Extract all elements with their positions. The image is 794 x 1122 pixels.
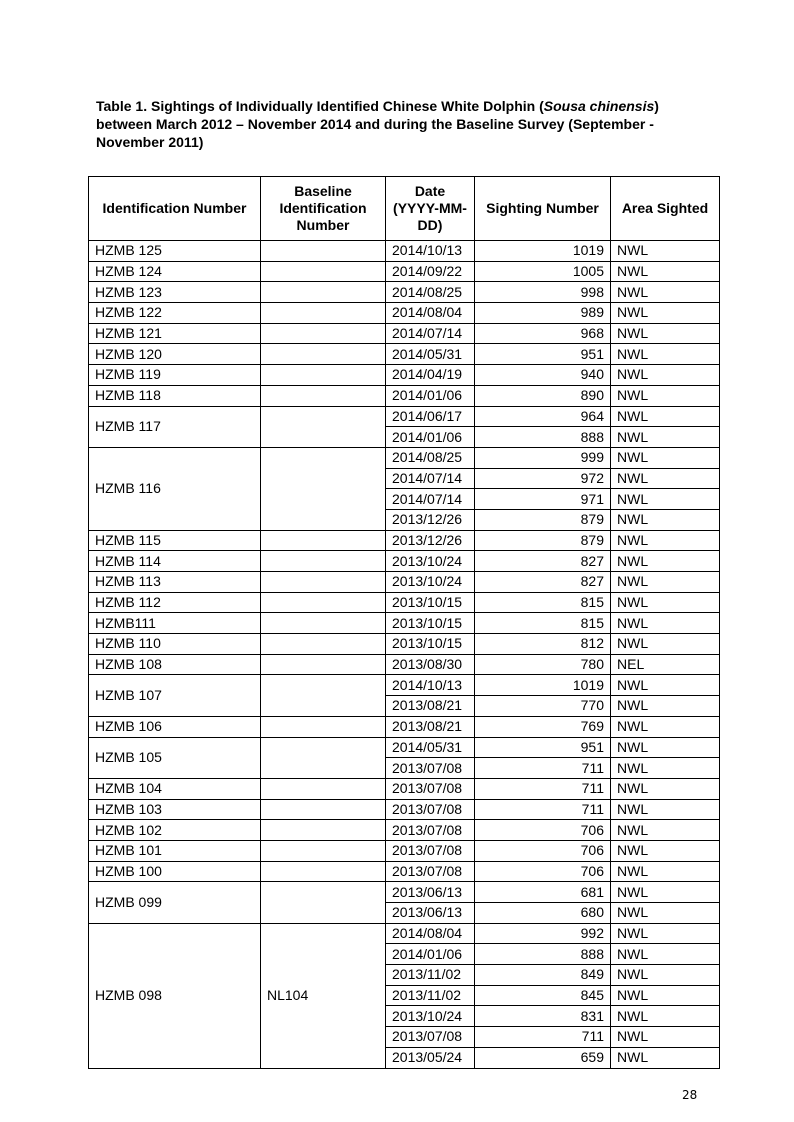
baseline-identification-cell: [261, 385, 386, 406]
area-sighted-cell: NWL: [611, 944, 720, 965]
sighting-number-cell: 780: [475, 654, 611, 675]
area-sighted-cell: NWL: [611, 778, 720, 799]
date-cell: 2013/11/02: [386, 985, 475, 1006]
date-cell: 2013/08/30: [386, 654, 475, 675]
sighting-number-cell: 815: [475, 592, 611, 613]
identification-number-cell: HZMB 124: [89, 261, 261, 282]
area-sighted-cell: NWL: [611, 696, 720, 717]
baseline-identification-cell: [261, 303, 386, 324]
caption-prefix: Table 1. Sightings of Individually Identified Chinese White Dolphin (: [96, 98, 544, 114]
sighting-number-cell: 815: [475, 613, 611, 634]
table-row: [89, 778, 720, 799]
date-cell: 2014/10/13: [386, 241, 475, 262]
date-cell: 2014/01/06: [386, 427, 475, 448]
date-cell: 2013/10/15: [386, 592, 475, 613]
baseline-identification-cell: [261, 572, 386, 593]
page-number: 28: [682, 1088, 698, 1102]
area-sighted-cell: NWL: [611, 509, 720, 530]
table-row: [89, 737, 720, 758]
sighting-number-cell: 888: [475, 427, 611, 448]
sighting-number-cell: 681: [475, 882, 611, 903]
identification-number-cell: HZMB 108: [89, 654, 261, 675]
date-cell: 2013/10/24: [386, 572, 475, 593]
table-row: [89, 261, 720, 282]
baseline-identification-cell: [261, 737, 386, 778]
baseline-identification-cell: [261, 530, 386, 551]
identification-number-cell: HZMB 116: [89, 447, 261, 530]
identification-number-cell: HZMB 105: [89, 737, 261, 778]
area-sighted-cell: NWL: [611, 985, 720, 1006]
sighting-number-cell: 827: [475, 572, 611, 593]
date-cell: 2013/12/26: [386, 509, 475, 530]
baseline-identification-cell: [261, 323, 386, 344]
area-sighted-cell: NWL: [611, 965, 720, 986]
identification-number-cell: HZMB 125: [89, 241, 261, 262]
area-sighted-cell: NWL: [611, 282, 720, 303]
date-cell: 2014/01/06: [386, 944, 475, 965]
sighting-number-cell: 827: [475, 551, 611, 572]
sighting-number-cell: 964: [475, 406, 611, 427]
table-row: [89, 592, 720, 613]
sighting-number-cell: 992: [475, 923, 611, 944]
header-sighting-number: Sighting Number: [475, 177, 611, 241]
sighting-number-cell: 940: [475, 365, 611, 386]
sighting-number-cell: 951: [475, 344, 611, 365]
sighting-number-cell: 1019: [475, 241, 611, 262]
area-sighted-cell: NWL: [611, 572, 720, 593]
sighting-number-cell: 1019: [475, 675, 611, 696]
date-cell: 2013/08/21: [386, 716, 475, 737]
sightings-table: [88, 176, 720, 1069]
identification-number-cell: HZMB 104: [89, 778, 261, 799]
baseline-identification-cell: [261, 344, 386, 365]
identification-number-cell: HZMB 099: [89, 882, 261, 923]
area-sighted-cell: NWL: [611, 1047, 720, 1068]
date-cell: 2014/08/25: [386, 447, 475, 468]
identification-number-cell: HZMB 102: [89, 820, 261, 841]
table-row: [89, 675, 720, 696]
area-sighted-cell: NWL: [611, 861, 720, 882]
table-row: [89, 820, 720, 841]
header-date: Date (YYYY-MM-DD): [386, 177, 475, 241]
sighting-number-cell: 849: [475, 965, 611, 986]
area-sighted-cell: NWL: [611, 344, 720, 365]
table-row: [89, 344, 720, 365]
header-baseline-identification-number: Baseline Identification Number: [261, 177, 386, 241]
date-cell: 2014/06/17: [386, 406, 475, 427]
baseline-identification-cell: [261, 840, 386, 861]
date-cell: 2013/11/02: [386, 965, 475, 986]
area-sighted-cell: NWL: [611, 303, 720, 324]
area-sighted-cell: NWL: [611, 716, 720, 737]
identification-number-cell: HZMB 106: [89, 716, 261, 737]
sighting-number-cell: 890: [475, 385, 611, 406]
table-row: [89, 551, 720, 572]
date-cell: 2013/12/26: [386, 530, 475, 551]
sighting-number-cell: 879: [475, 530, 611, 551]
table-row: [89, 303, 720, 324]
sighting-number-cell: 879: [475, 509, 611, 530]
baseline-identification-cell: [261, 820, 386, 841]
area-sighted-cell: NWL: [611, 840, 720, 861]
identification-number-cell: HZMB 114: [89, 551, 261, 572]
baseline-identification-cell: [261, 861, 386, 882]
date-cell: 2014/09/22: [386, 261, 475, 282]
sighting-number-cell: 711: [475, 758, 611, 779]
identification-number-cell: HZMB 098: [89, 923, 261, 1068]
baseline-identification-cell: [261, 675, 386, 716]
table-row: [89, 799, 720, 820]
sighting-number-cell: 706: [475, 820, 611, 841]
identification-number-cell: HZMB 107: [89, 675, 261, 716]
area-sighted-cell: NWL: [611, 261, 720, 282]
date-cell: 2013/10/15: [386, 613, 475, 634]
baseline-identification-cell: [261, 406, 386, 447]
area-sighted-cell: NWL: [611, 1006, 720, 1027]
caption-suffix: ) between March 2012 – November 2014 and during the Baseline Survey (September - November 2011): [96, 98, 659, 150]
table-row: [89, 241, 720, 262]
area-sighted-cell: NWL: [611, 634, 720, 655]
sighting-number-cell: 711: [475, 778, 611, 799]
area-sighted-cell: NWL: [611, 551, 720, 572]
area-sighted-cell: NWL: [611, 923, 720, 944]
identification-number-cell: HZMB 123: [89, 282, 261, 303]
baseline-identification-cell: NL104: [261, 923, 386, 1068]
date-cell: 2013/10/15: [386, 634, 475, 655]
area-sighted-cell: NWL: [611, 468, 720, 489]
area-sighted-cell: NWL: [611, 427, 720, 448]
area-sighted-cell: NWL: [611, 820, 720, 841]
table-row: [89, 530, 720, 551]
identification-number-cell: HZMB111: [89, 613, 261, 634]
sighting-number-cell: 706: [475, 861, 611, 882]
date-cell: 2014/01/06: [386, 385, 475, 406]
baseline-identification-cell: [261, 799, 386, 820]
sighting-number-cell: 770: [475, 696, 611, 717]
date-cell: 2013/08/21: [386, 696, 475, 717]
date-cell: 2014/10/13: [386, 675, 475, 696]
table-row: [89, 654, 720, 675]
table-row: [89, 447, 720, 468]
date-cell: 2014/07/14: [386, 323, 475, 344]
identification-number-cell: HZMB 115: [89, 530, 261, 551]
table-body: [89, 241, 720, 1069]
table-row: [89, 861, 720, 882]
table-row: [89, 634, 720, 655]
area-sighted-cell: NWL: [611, 530, 720, 551]
sighting-number-cell: 711: [475, 799, 611, 820]
sighting-number-cell: 972: [475, 468, 611, 489]
sighting-number-cell: 971: [475, 489, 611, 510]
sighting-number-cell: 680: [475, 903, 611, 924]
sighting-number-cell: 989: [475, 303, 611, 324]
identification-number-cell: HZMB 121: [89, 323, 261, 344]
table-header-row: [89, 177, 720, 241]
baseline-identification-cell: [261, 282, 386, 303]
date-cell: 2013/07/08: [386, 840, 475, 861]
date-cell: 2013/06/13: [386, 882, 475, 903]
baseline-identification-cell: [261, 261, 386, 282]
date-cell: 2014/07/14: [386, 468, 475, 489]
identification-number-cell: HZMB 112: [89, 592, 261, 613]
table-row: [89, 882, 720, 903]
area-sighted-cell: NWL: [611, 592, 720, 613]
baseline-identification-cell: [261, 447, 386, 530]
area-sighted-cell: NWL: [611, 737, 720, 758]
sighting-number-cell: 659: [475, 1047, 611, 1068]
header-area-sighted: Area Sighted: [611, 177, 720, 241]
identification-number-cell: HZMB 113: [89, 572, 261, 593]
area-sighted-cell: NWL: [611, 903, 720, 924]
area-sighted-cell: NWL: [611, 406, 720, 427]
table-row: [89, 716, 720, 737]
sighting-number-cell: 968: [475, 323, 611, 344]
identification-number-cell: HZMB 118: [89, 385, 261, 406]
baseline-identification-cell: [261, 882, 386, 923]
date-cell: 2014/08/04: [386, 923, 475, 944]
sighting-number-cell: 1005: [475, 261, 611, 282]
area-sighted-cell: NWL: [611, 365, 720, 386]
sighting-number-cell: 998: [475, 282, 611, 303]
caption-latin-name: Sousa chinensis: [543, 98, 655, 114]
table-row: [89, 840, 720, 861]
table-row: [89, 613, 720, 634]
sighting-number-cell: 888: [475, 944, 611, 965]
area-sighted-cell: NWL: [611, 1027, 720, 1048]
date-cell: 2013/07/08: [386, 778, 475, 799]
table-caption: [96, 97, 696, 151]
date-cell: 2014/08/04: [386, 303, 475, 324]
sighting-number-cell: 711: [475, 1027, 611, 1048]
area-sighted-cell: NWL: [611, 489, 720, 510]
baseline-identification-cell: [261, 716, 386, 737]
date-cell: 2013/07/08: [386, 1027, 475, 1048]
date-cell: 2014/08/25: [386, 282, 475, 303]
identification-number-cell: HZMB 101: [89, 840, 261, 861]
date-cell: 2013/06/13: [386, 903, 475, 924]
table-row: [89, 323, 720, 344]
sighting-number-cell: 769: [475, 716, 611, 737]
sighting-number-cell: 951: [475, 737, 611, 758]
date-cell: 2014/05/31: [386, 737, 475, 758]
baseline-identification-cell: [261, 365, 386, 386]
header-identification-number: Identification Number: [89, 177, 261, 241]
identification-number-cell: HZMB 103: [89, 799, 261, 820]
date-cell: 2013/10/24: [386, 551, 475, 572]
identification-number-cell: HZMB 100: [89, 861, 261, 882]
area-sighted-cell: NWL: [611, 799, 720, 820]
sighting-number-cell: 845: [475, 985, 611, 1006]
date-cell: 2014/07/14: [386, 489, 475, 510]
identification-number-cell: HZMB 117: [89, 406, 261, 447]
area-sighted-cell: NWL: [611, 882, 720, 903]
area-sighted-cell: NWL: [611, 385, 720, 406]
table-row: [89, 365, 720, 386]
table-row: [89, 385, 720, 406]
area-sighted-cell: NWL: [611, 323, 720, 344]
sighting-number-cell: 812: [475, 634, 611, 655]
baseline-identification-cell: [261, 241, 386, 262]
date-cell: 2013/07/08: [386, 799, 475, 820]
area-sighted-cell: NWL: [611, 758, 720, 779]
date-cell: 2014/05/31: [386, 344, 475, 365]
date-cell: 2014/04/19: [386, 365, 475, 386]
area-sighted-cell: NEL: [611, 654, 720, 675]
area-sighted-cell: NWL: [611, 447, 720, 468]
area-sighted-cell: NWL: [611, 613, 720, 634]
baseline-identification-cell: [261, 613, 386, 634]
identification-number-cell: HZMB 119: [89, 365, 261, 386]
sighting-number-cell: 706: [475, 840, 611, 861]
baseline-identification-cell: [261, 634, 386, 655]
date-cell: 2013/05/24: [386, 1047, 475, 1068]
baseline-identification-cell: [261, 778, 386, 799]
table-row: [89, 572, 720, 593]
baseline-identification-cell: [261, 592, 386, 613]
identification-number-cell: HZMB 120: [89, 344, 261, 365]
identification-number-cell: HZMB 110: [89, 634, 261, 655]
table-row: [89, 282, 720, 303]
date-cell: 2013/07/08: [386, 820, 475, 841]
area-sighted-cell: NWL: [611, 675, 720, 696]
identification-number-cell: HZMB 122: [89, 303, 261, 324]
baseline-identification-cell: [261, 654, 386, 675]
date-cell: 2013/07/08: [386, 861, 475, 882]
sighting-number-cell: 999: [475, 447, 611, 468]
table-row: [89, 406, 720, 427]
area-sighted-cell: NWL: [611, 241, 720, 262]
sighting-number-cell: 831: [475, 1006, 611, 1027]
table-row: [89, 923, 720, 944]
baseline-identification-cell: [261, 551, 386, 572]
date-cell: 2013/07/08: [386, 758, 475, 779]
date-cell: 2013/10/24: [386, 1006, 475, 1027]
